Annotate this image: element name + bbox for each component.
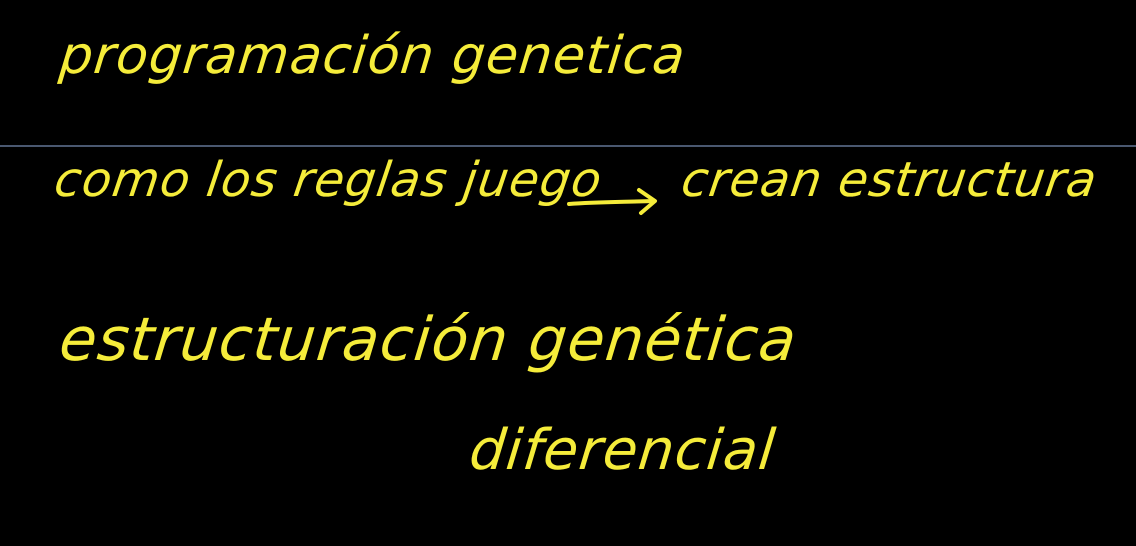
note-line-genetic-structuring: estructuración genética [56, 305, 801, 375]
note-line-differential: diferencial [466, 418, 779, 483]
note-line-structure: crean estructura [678, 152, 1101, 208]
divider-line [0, 145, 1136, 147]
note-title: programación genetica [56, 26, 689, 86]
arrow-right-icon [565, 180, 665, 220]
note-line-rules: como los reglas juego [51, 152, 606, 208]
